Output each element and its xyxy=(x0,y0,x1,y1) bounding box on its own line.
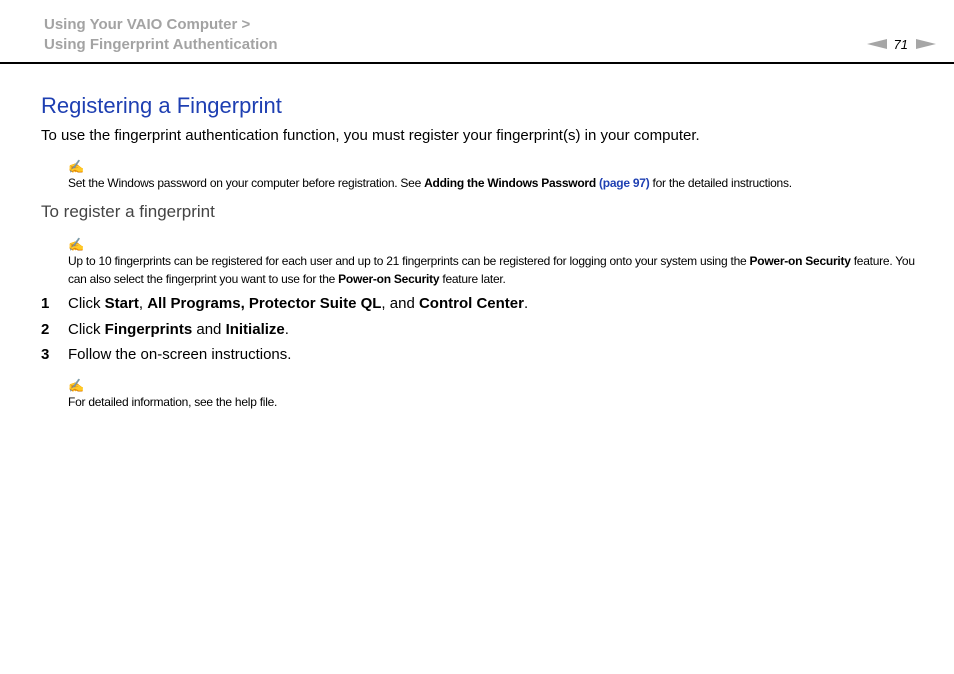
step-number: 2 xyxy=(41,321,50,338)
breadcrumb-current: Using Fingerprint Authentication xyxy=(44,36,278,53)
page-title: Registering a Fingerprint xyxy=(41,93,282,118)
page-navigation xyxy=(867,36,936,52)
page-number: 71 xyxy=(893,36,908,52)
header-divider xyxy=(0,62,954,64)
note-fingerprint-limits: Up to 10 fingerprints can be registered for each user and up to 21 fingerprints can be registered for logging onto your system using the Power-on Security feature. You can also select the fingerprint you want to use for the Power-on Security feature later. xyxy=(68,254,915,286)
breadcrumb-parent[interactable]: Using Your VAIO Computer > xyxy=(44,16,251,33)
note-password: Set the Windows password on your computer before registration. See Adding the Windows Password (page 97) for the detailed instructions. xyxy=(68,176,792,190)
pencil-note-icon: ✍ xyxy=(68,237,85,252)
pencil-note-icon: ✍ xyxy=(68,378,85,393)
intro-paragraph: To use the fingerprint authentication function, you must register your fingerprint(s) in your computer. xyxy=(41,127,700,144)
step-number: 1 xyxy=(41,295,50,312)
step-1: 1 Click Start, All Programs, Protector Suite QL, and Control Center. xyxy=(41,295,529,312)
breadcrumb xyxy=(44,15,278,55)
left-triangle-icon[interactable] xyxy=(867,39,887,49)
note-help-file: For detailed information, see the help file. xyxy=(68,395,278,409)
note-bold-term: Adding the Windows Password xyxy=(424,176,596,190)
step-number: 3 xyxy=(41,346,50,363)
step-3: 3 Follow the on-screen instructions. xyxy=(41,346,292,363)
page-link[interactable]: (page 97) xyxy=(599,176,650,190)
right-triangle-icon[interactable] xyxy=(916,39,936,49)
pencil-note-icon: ✍ xyxy=(68,159,85,174)
section-subheading: To register a fingerprint xyxy=(41,202,215,221)
step-2: 2 Click Fingerprints and Initialize. xyxy=(41,321,289,338)
